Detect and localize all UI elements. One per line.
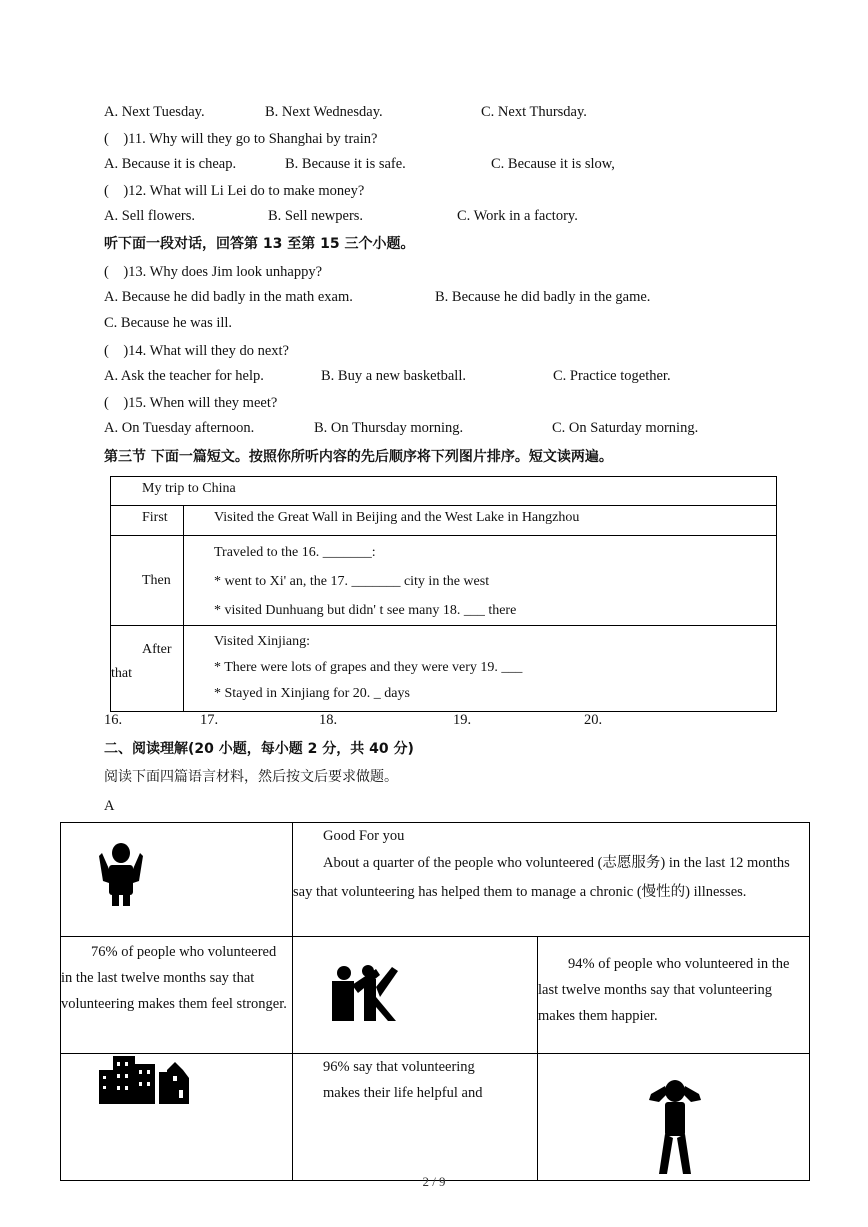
answer-blank-16: 16. [104, 712, 123, 728]
page-number: 2 / 9 [422, 1174, 446, 1189]
q14-stem: ( )14. What will they do next? [104, 343, 289, 359]
section3-heading: 第三节 下面一篇短文。按照你所听内容的先后顺序将下列图片排序。短文读两遍。 [104, 449, 613, 465]
stronger-cell [61, 937, 293, 1054]
q15-stem: ( )15. When will they meet? [104, 395, 278, 411]
people-pushing-icon [293, 937, 537, 1023]
q10-option-b: B. Next Wednesday. [265, 104, 383, 120]
part2-heading: 二、阅读理解(20 小题，每小题 2 分，共 40 分) [104, 741, 414, 757]
q14-option-b: B. Buy a new basketball. [321, 368, 466, 384]
q13-stem: ( )13. Why does Jim look unhappy? [104, 264, 323, 280]
answer-blank-18: 18. [319, 712, 338, 728]
reading-intro: About a quarter of the people who volunteered (志愿服务) in the last 12 months say that volunteering has helped them to manage a chronic (慢性的) illnesses. [293, 855, 790, 900]
then-line-1: Traveled to the 16. _______: [214, 545, 376, 560]
answer-blank-17: 17. [200, 712, 219, 728]
q12-stem: ( )12. What will Li Lei do to make money? [104, 183, 365, 199]
person-arms-raised-icon [61, 823, 292, 907]
q13-option-a: A. Because he did badly in the math exam. [104, 289, 353, 305]
first-label: First [142, 510, 168, 525]
q11-option-a: A. Because it is cheap. [104, 156, 237, 172]
after-label: After [142, 642, 172, 657]
q11-option-c: C. Because it is slow, [491, 156, 615, 172]
intro-cell [293, 823, 810, 937]
first-text-cell [184, 506, 777, 536]
q11-option-b: B. Because it is safe. [285, 156, 406, 172]
happier-cell [538, 937, 810, 1054]
after-line-1: Visited Xinjiang: [214, 634, 310, 649]
q12-option-b: B. Sell newpers. [268, 208, 364, 224]
city-buildings-icon [61, 1054, 292, 1106]
after-line-3: * Stayed in Xinjiang for 20. _ days [214, 686, 410, 701]
first-label-cell [111, 506, 184, 536]
reading-title: Good For you [323, 828, 405, 844]
part2-instruction: 阅读下面四篇语言材料，然后按文后要求做题。 [104, 769, 398, 785]
answer-blank-20: 20. [584, 712, 603, 728]
q10-option-c: C. Next Thursday. [481, 104, 587, 120]
icon-cell-2 [293, 937, 538, 1054]
reading-table [60, 822, 810, 1181]
helpful-cell [293, 1054, 538, 1181]
q10-option-a: A. Next Tuesday. [104, 104, 205, 120]
stronger-text: 76% of people who volunteered in the last twelve months say that volunteering makes them feel stronger. [61, 944, 287, 1012]
passage-letter: A [104, 798, 115, 814]
answer-blank-19: 19. [453, 712, 472, 728]
q13-option-b: B. Because he did badly in the game. [435, 289, 651, 305]
q15-option-c: C. On Saturday morning. [552, 420, 699, 436]
trip-table [110, 476, 777, 712]
then-label-cell [111, 536, 184, 626]
q14-option-a: A. Ask the teacher for help. [104, 368, 264, 384]
q14-option-c: C. Practice together. [553, 368, 671, 384]
q13-option-c: C. Because he was ill. [104, 315, 233, 331]
after-label-cell [111, 626, 184, 712]
then-line-3: * visited Dunhuang but didn' t see many 18. ___ there [214, 603, 517, 618]
then-line-2: * went to Xi' an, the 17. _______ city in the west [214, 574, 490, 589]
icon-cell-4 [538, 1054, 810, 1181]
that-label: that [111, 666, 132, 681]
icon-cell-1 [61, 823, 293, 937]
after-line-2: * There were lots of grapes and they were very 19. ___ [214, 660, 523, 675]
then-text-cell [184, 536, 777, 626]
then-label: Then [142, 572, 171, 588]
helpful-text: 96% say that volunteering makes their life helpful and [323, 1059, 483, 1101]
q11-stem: ( )11. Why will they go to Shanghai by train? [104, 131, 378, 147]
person-hands-on-head-icon [538, 1054, 809, 1176]
q12-option-a: A. Sell flowers. [104, 208, 196, 224]
q15-option-a: A. On Tuesday afternoon. [104, 420, 255, 436]
q15-option-b: B. On Thursday morning. [314, 420, 464, 436]
after-text-cell [184, 626, 777, 712]
first-text: Visited the Great Wall in Beijing and the West Lake in Hangzhou [214, 510, 580, 525]
q12-option-c: C. Work in a factory. [457, 208, 578, 224]
icon-cell-3 [61, 1054, 293, 1181]
trip-table-title-cell [111, 477, 777, 506]
happier-text: 94% of people who volunteered in the last twelve months say that volunteering makes them happier. [538, 956, 790, 1024]
trip-table-title: My trip to China [142, 481, 236, 496]
dialogue-section-heading: 听下面一段对话，回答第 13 至第 15 三个小题。 [104, 236, 415, 252]
